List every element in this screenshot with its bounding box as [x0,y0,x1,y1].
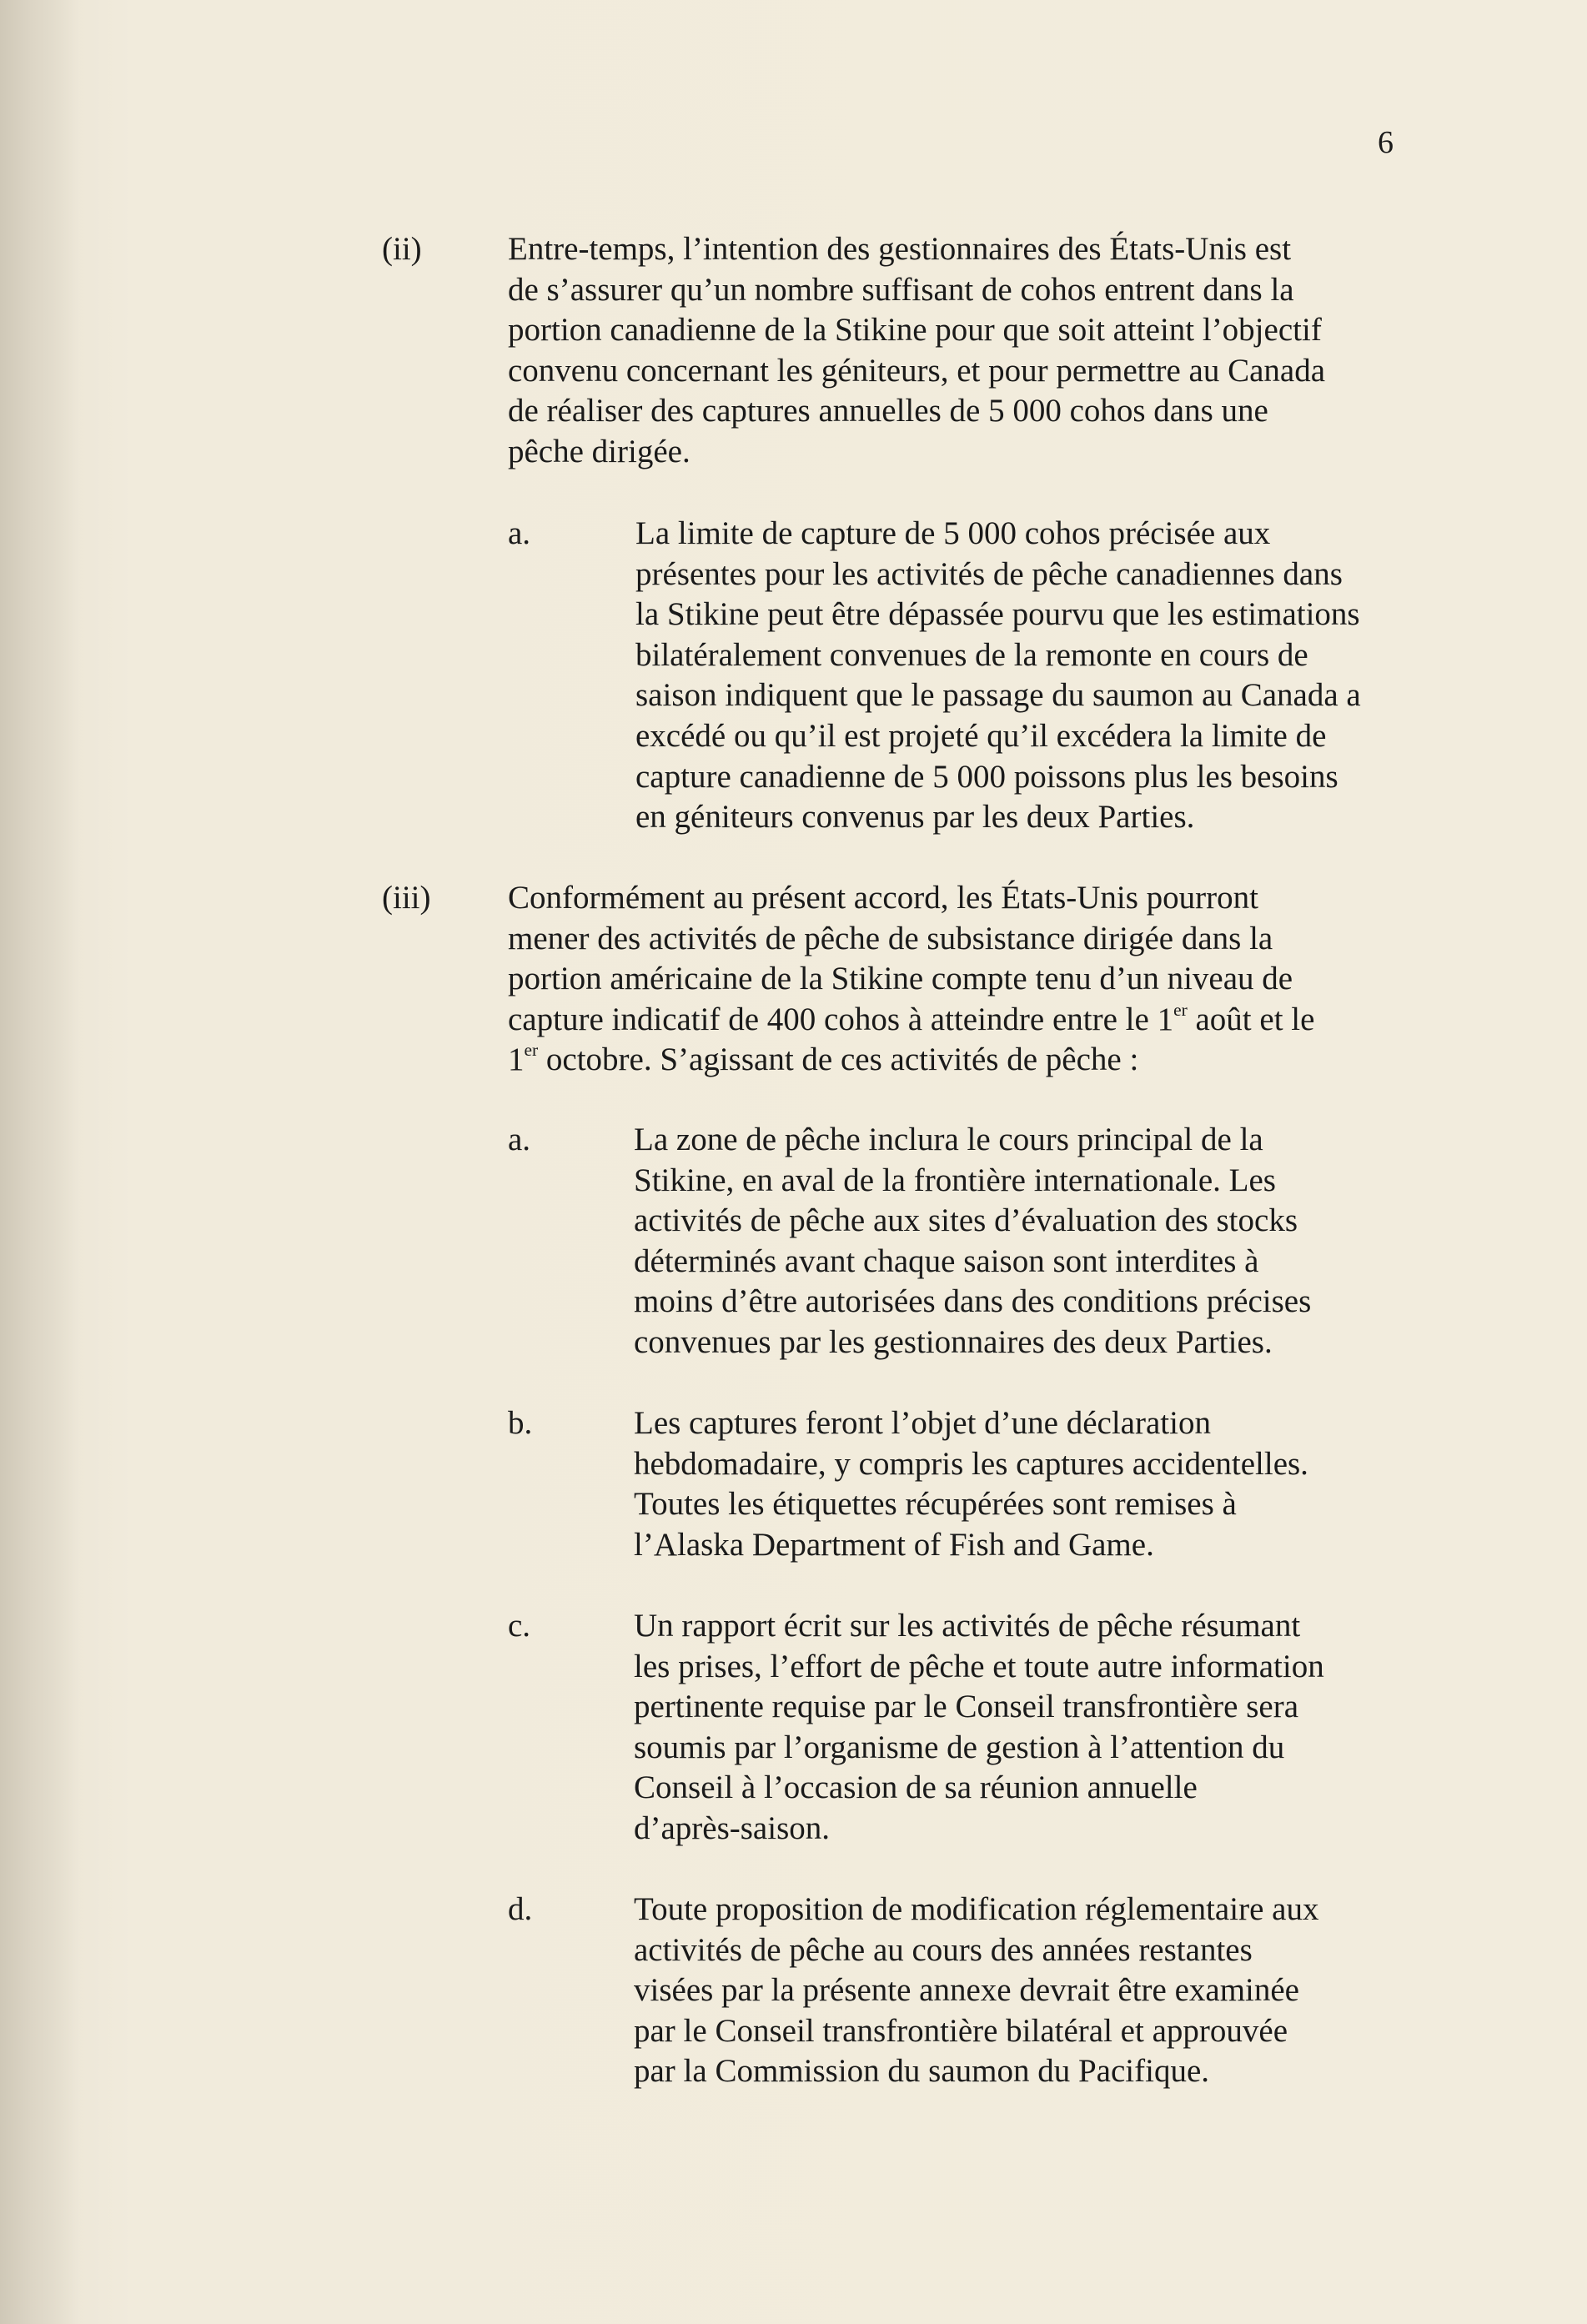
text-fragment: 1 [508,1042,525,1078]
text-line: visées par la présente annexe devrait être examinée [634,1972,1299,2009]
text-line: convenues par les gestionnaires des deux Parties. [634,1323,1273,1360]
text-line-with-superscript [508,1000,1314,1041]
section-label-ii: (ii) [382,231,422,267]
text-line: Conseil à l’occasion de sa réunion annuelle [634,1769,1198,1806]
text-line: convenu concernant les géniteurs, et pour permettre au Canada [508,352,1326,389]
item-ii-a-paragraph [635,514,1361,838]
text-line: Toute proposition de modification réglementaire aux [634,1891,1319,1927]
text-line: La zone de pêche inclura le cours principal de la [634,1122,1263,1157]
text-line: Entre-temps, l’intention des gestionnaires des États-Unis est [508,231,1292,267]
text-line: pertinente requise par le Conseil transfrontière sera [634,1689,1299,1725]
binding-shadow [0,0,79,2324]
text-line: portion américaine de la Stikine compte tenu d’un niveau de [508,961,1293,997]
text-line: portion canadienne de la Stikine pour que soit atteint l’objectif [508,312,1322,349]
text-line: Les captures feront l’objet d’une déclaration [634,1405,1211,1441]
text-line-with-superscript [508,1040,1314,1081]
text-line: d’après-saison. [634,1810,831,1846]
text-line: déterminés avant chaque saison sont interdites à [634,1242,1259,1279]
text-line: mener des activités de pêche de subsistance dirigée dans la [508,920,1273,956]
item-label-iii-a: a. [508,1122,531,1157]
text-line: par le Conseil transfrontière bilatéral et approuvée [634,2012,1288,2049]
item-iii-a-paragraph [634,1120,1311,1363]
item-iii-b-paragraph [634,1403,1308,1565]
section-ii-paragraph [508,229,1325,473]
text-line: Un rapport écrit sur les activités de pêche résumant [634,1608,1301,1644]
item-label-iii-c: c. [508,1608,531,1644]
text-line: excédé ou qu’il est projeté qu’il excédera la limite de [635,717,1327,754]
text-line: soumis par l’organisme de gestion à l’attention du [634,1729,1285,1765]
page-number: 6 [1378,125,1394,160]
text-line: Stikine, en aval de la frontière internationale. Les [634,1162,1276,1198]
text-fragment: octobre. S’agissant de ces activités de pêche : [538,1042,1139,1078]
text-line: de réaliser des captures annuelles de 5 000 cohos dans une [508,393,1268,429]
text-line: capture canadienne de 5 000 poissons plus les besoins [635,758,1338,795]
section-label-iii: (iii) [382,880,431,916]
text-line: en géniteurs convenus par les deux Parties. [635,799,1195,836]
text-line: présentes pour les activités de pêche canadiennes dans [635,555,1343,592]
text-line: saison indiquent que le passage du saumon au Canada a [635,677,1361,714]
section-iii-paragraph [508,878,1314,1081]
text-line: activités de pêche aux sites d’évaluation des stocks [634,1202,1298,1239]
text-line: bilatéralement convenues de la remonte en cours de [635,636,1308,673]
text-fragment: août et le [1187,1001,1315,1037]
text-line: Conformément au présent accord, les États-Unis pourront [508,880,1258,916]
text-line: Toutes les étiquettes récupérées sont remises à [634,1486,1237,1523]
text-line: par la Commission du saumon du Pacifique. [634,2053,1210,2090]
text-line: pêche dirigée. [508,433,691,469]
text-line: La limite de capture de 5 000 cohos précisée aux [635,515,1271,551]
superscript: er [1173,999,1188,1020]
text-line: l’Alaska Department of Fish and Game. [634,1526,1154,1563]
item-iii-c-paragraph [634,1606,1324,1850]
item-label-iii-b: b. [508,1405,533,1441]
text-line: la Stikine peut être dépassée pourvu que les estimations [635,596,1360,633]
text-line: les prises, l’effort de pêche et toute autre information [634,1648,1324,1684]
item-iii-d-paragraph [634,1890,1318,2092]
text-line: moins d’être autorisées dans des conditions précises [634,1283,1312,1320]
item-label-iii-d: d. [508,1891,533,1927]
text-line: activités de pêche au cours des années restantes [634,1931,1253,1968]
text-line: hebdomadaire, y compris les captures accidentelles. [634,1445,1308,1482]
item-label-ii-a: a. [508,515,531,551]
text-line: de s’assurer qu’un nombre suffisant de cohos entrent dans la [508,271,1294,308]
superscript: er [524,1040,539,1061]
text-fragment: capture indicatif de 400 cohos à atteindre entre le 1 [508,1001,1174,1037]
